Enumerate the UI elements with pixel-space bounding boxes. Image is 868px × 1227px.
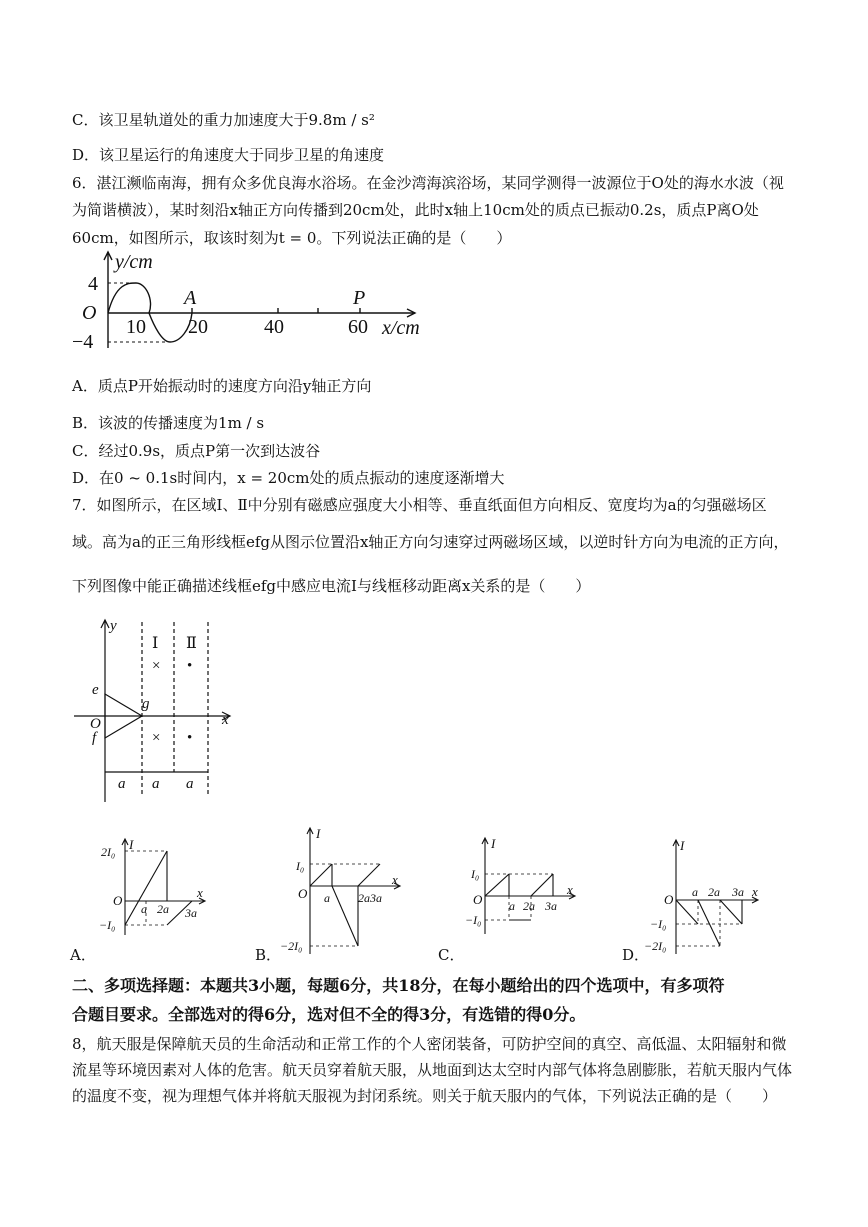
svg-text:2a: 2a — [708, 885, 720, 899]
svg-text:2a: 2a — [523, 899, 535, 913]
x-tick-60: 60 — [348, 316, 368, 338]
svg-text:O: O — [664, 892, 674, 907]
x-tick-40: 40 — [264, 316, 284, 338]
svg-text:O: O — [473, 892, 483, 907]
q7-graph-a — [95, 837, 215, 937]
svg-text:−I₀: −I₀ — [99, 918, 116, 932]
svg-text:x: x — [392, 872, 398, 887]
svg-text:a: a — [141, 902, 147, 916]
q5-option-c: C．该卫星轨道处的重力加速度大于9.8m / s² — [72, 111, 375, 129]
fig-e-label: e — [92, 682, 99, 698]
svg-text:2I₀: 2I₀ — [101, 845, 116, 859]
region-2-label: Ⅱ — [186, 635, 197, 652]
q7-graph-d — [644, 838, 768, 956]
svg-text:I: I — [129, 837, 134, 852]
svg-text:x: x — [197, 885, 203, 900]
svg-text:3a: 3a — [732, 885, 744, 899]
svg-text:x: x — [567, 882, 573, 897]
svg-text:I₀: I₀ — [471, 867, 480, 881]
fig-f-label: f — [92, 730, 97, 746]
q6-stem-line3: 60cm，如图所示，取该时刻为t = 0。下列说法正确的是（ ） — [72, 229, 512, 247]
section2-header-line2: 合题目要求。全部选对的得6分，选对但不全的得3分，有选错的得0分。 — [72, 1005, 586, 1024]
q7-graph-c — [465, 836, 585, 936]
fig-o-label: O — [90, 716, 101, 732]
y-tick-4: 4 — [88, 273, 98, 295]
x-tick-10: 10 — [126, 316, 146, 338]
y-axis-label: y/cm — [115, 251, 153, 273]
svg-text:I: I — [680, 838, 685, 853]
q6-option-a: A．质点P开始振动时的速度方向沿y轴正方向 — [72, 377, 372, 395]
svg-text:−I₀: −I₀ — [465, 913, 482, 927]
svg-text:2a: 2a — [157, 902, 169, 916]
q6-wave-graph — [60, 250, 440, 360]
svg-text:−2I₀: −2I₀ — [280, 939, 303, 953]
q7-choice-b-label: B． — [255, 946, 282, 964]
q7-graph-b — [280, 826, 410, 956]
q6-stem-line2: 为简谐横波），某时刻沿x轴正方向传播到20cm处，此时x轴上10cm处的质点已振动0.2s，质点P离O处 — [72, 201, 759, 219]
q7-field-figure — [70, 612, 240, 807]
q8-stem-line2: 流星等环境因素对人体的危害。航天员穿着航天服，从地面到达太空时内部气体将急剧膨胀，若航天服内气体 — [72, 1061, 793, 1079]
fig-y-label: y — [110, 618, 117, 634]
svg-text:O: O — [113, 893, 123, 908]
svg-text:−I₀: −I₀ — [650, 917, 667, 931]
region-1-cross-top: × — [152, 658, 161, 674]
point-p-label: P — [353, 287, 366, 309]
q6-stem-line1: 6．湛江濒临南海，拥有众多优良海水浴场。在金沙湾海滨浴场，某同学测得一波源位于O处的海水水波（视 — [72, 174, 784, 192]
svg-text:I: I — [316, 826, 321, 841]
q7-choice-c-label: C． — [438, 946, 465, 964]
region-1-cross-bottom: × — [152, 730, 161, 746]
width-a-1: a — [118, 776, 126, 792]
svg-text:O: O — [298, 886, 308, 901]
q5-option-d: D．该卫星运行的角速度大于同步卫星的角速度 — [72, 146, 385, 164]
y-tick-neg4: −4 — [72, 331, 94, 353]
x-tick-20: 20 — [188, 316, 208, 338]
svg-text:a: a — [324, 891, 330, 905]
origin-label: O — [82, 302, 97, 324]
q6-option-b: B．该波的传播速度为1m / s — [72, 414, 265, 432]
q8-stem-line3: 的温度不变，视为理想气体并将航天服视为封闭系统。则关于航天服内的气体，下列说法正确的是（ ） — [72, 1087, 778, 1105]
q7-choice-a-label: A． — [70, 946, 96, 964]
q7-choice-d-label: D． — [622, 946, 650, 964]
width-a-3: a — [186, 776, 194, 792]
x-axis-label: x/cm — [382, 317, 420, 339]
region-2-dot-bottom: • — [187, 730, 193, 746]
svg-text:a: a — [692, 885, 698, 899]
q8-stem-line1: 8，航天服是保障航天员的生命活动和正常工作的个人密闭装备，可防护空间的真空、高低温、太阳辐射和微 — [72, 1035, 787, 1053]
width-a-2: a — [152, 776, 160, 792]
region-2-dot-top: • — [187, 658, 193, 674]
svg-text:−2I₀: −2I₀ — [644, 939, 667, 953]
point-a-label: A — [184, 287, 197, 309]
section2-header-line1: 二、多项选择题：本题共3小题，每题6分，共18分，在每小题给出的四个选项中，有多项符 — [72, 976, 725, 995]
q7-stem-line2: 域。高为a的正三角形线框efg从图示位置沿x轴正方向匀速穿过两磁场区域，以逆时针方向为电流的正方向， — [72, 533, 789, 551]
fig-x-label: x — [222, 712, 229, 728]
fig-g-label: g — [142, 696, 150, 712]
svg-text:x: x — [752, 884, 758, 899]
q7-stem-line3: 下列图像中能正确描述线框efg中感应电流I与线框移动距离x关系的是（ ） — [72, 577, 591, 595]
q6-option-d: D．在0 ~ 0.1s时间内，x = 20cm处的质点振动的速度逐渐增大 — [72, 469, 505, 487]
q6-option-c: C．经过0.9s，质点P第一次到达波谷 — [72, 442, 321, 460]
svg-text:3a: 3a — [545, 899, 557, 913]
q7-stem-line1: 7．如图所示，在区域Ⅰ、Ⅱ中分别有磁感应强度大小相等、垂直纸面但方向相反、宽度均为a的匀强磁场区 — [72, 496, 767, 514]
svg-text:I₀: I₀ — [296, 859, 305, 873]
svg-text:2a3a: 2a3a — [358, 891, 382, 905]
svg-text:I: I — [491, 836, 496, 851]
region-1-label: Ⅰ — [152, 635, 159, 652]
svg-text:3a: 3a — [185, 906, 197, 920]
svg-text:a: a — [509, 899, 515, 913]
